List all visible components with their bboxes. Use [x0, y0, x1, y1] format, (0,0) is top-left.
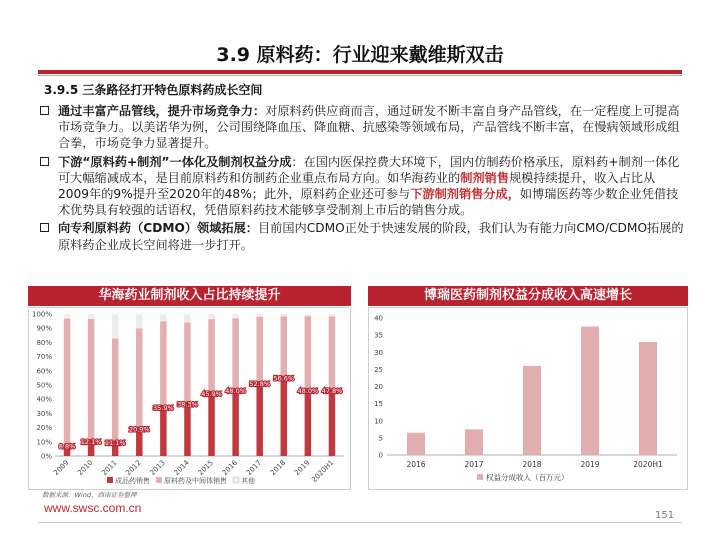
- legend-label: 其他: [241, 477, 255, 485]
- data-label: 38.3%: [177, 400, 198, 409]
- left-chart-title: 华海药业制剂收入占比持续提升: [28, 286, 351, 306]
- y-tick-label: 50%: [36, 381, 52, 390]
- bar-segment: [112, 339, 119, 441]
- title-divider-thin: [38, 75, 682, 76]
- bar-segment: [112, 314, 119, 339]
- bar-segment: [64, 314, 71, 319]
- y-tick-label: 30: [374, 348, 383, 357]
- bar-segment: [88, 314, 95, 319]
- y-tick-label: 80%: [36, 338, 52, 347]
- bar-segment: [305, 314, 312, 316]
- bullet-heading: 向专利原料药（CDMO）领域拓展：: [58, 221, 258, 236]
- y-tick-label: 5: [378, 434, 383, 443]
- bullet-heading: 通过丰富产品管线，提升市场竞争力：: [58, 104, 266, 118]
- y-tick-label: 20: [374, 383, 383, 391]
- x-tick-label: 2010: [76, 458, 95, 478]
- bar-segment: [208, 391, 215, 456]
- y-tick-label: 35: [374, 331, 383, 340]
- bar-segment: [281, 316, 288, 375]
- highlight-text: 制剂销售: [460, 170, 509, 185]
- square-bullet-icon: [40, 106, 49, 115]
- bar-segment: [88, 319, 95, 439]
- y-tick-label: 70%: [36, 353, 52, 362]
- y-tick-label: 20%: [36, 424, 52, 433]
- data-label: 8.8%: [58, 442, 76, 451]
- y-tick-label: 10: [374, 417, 383, 426]
- data-label: 48.0%: [297, 386, 319, 395]
- bar-segment: [184, 402, 191, 456]
- section-subheading: 3.9.5 三条路径打开特色原料药成长空间: [44, 83, 263, 97]
- x-tick-label: 2009: [52, 458, 71, 478]
- bar-segment: [160, 314, 167, 321]
- x-tick-label: 2012: [124, 458, 143, 478]
- y-tick-label: 0: [378, 451, 383, 460]
- bullet-text: 规模持续提升，收入占比从2009年的9%提升至2020年的48%；此外，原料药企业还可参与: [58, 170, 656, 202]
- bar-segment: [329, 316, 336, 388]
- x-tick-label: 2016: [220, 458, 240, 478]
- bullet-text: 目前国内CDMO正处于快速发展的阶段，我们认为有能力向CMO/CDMO拓展的原料药企业成长空间将进一步打开。: [58, 221, 684, 252]
- bullet-text: ：在国内医保控费大环境下，国内仿制药价格承压，原料药+制剂一体化可大幅缩减成本，是目前原料药和仿制药企业重点布局方向。如华海药业的: [58, 154, 680, 185]
- y-tick-label: 25: [374, 365, 383, 374]
- page-number: 151: [655, 510, 675, 521]
- bar: [639, 342, 657, 455]
- square-bullet-icon: [40, 223, 49, 232]
- bar-segment: [136, 328, 143, 426]
- data-label: 52.8%: [249, 380, 271, 389]
- bar-segment: [208, 314, 215, 319]
- bar-segment: [329, 314, 336, 316]
- x-tick-label: 2011: [100, 458, 119, 478]
- bullet-item-integration: [38, 154, 686, 219]
- bar-segment: [305, 388, 312, 456]
- x-tick-label: 2019: [580, 460, 600, 469]
- footer-divider: [38, 522, 682, 523]
- bar-segment: [281, 314, 288, 316]
- legend-swatch: [477, 474, 483, 480]
- data-label: 47.8%: [321, 387, 343, 396]
- bar-segment: [281, 376, 288, 456]
- bar-segment: [256, 381, 263, 456]
- x-tick-label: 2018: [268, 458, 288, 478]
- legend-label: 原料药及中间体销售: [164, 477, 227, 485]
- y-tick-label: 10%: [36, 438, 52, 447]
- bar-segment: [184, 323, 191, 402]
- legend-label: 成品药销售: [115, 477, 150, 485]
- x-tick-label: 2019: [293, 458, 312, 478]
- right-chart-title: 博瑞医药制剂权益分成收入高速增长: [368, 286, 688, 306]
- website-link[interactable]: www.swsc.com.cn: [44, 501, 142, 515]
- bar-segment: [232, 318, 239, 388]
- bullet-item-cdmo: [38, 220, 686, 252]
- bullet-list: [38, 103, 686, 255]
- x-tick-label: 2013: [148, 458, 167, 478]
- bar-segment: [256, 317, 263, 381]
- y-tick-label: 40%: [36, 395, 52, 404]
- page-title: 3.9 原料药：行业迎来戴维斯双击: [216, 44, 504, 66]
- bar: [523, 366, 541, 455]
- stacked-bar-chart: [29, 308, 350, 489]
- y-tick-label: 60%: [36, 367, 52, 376]
- square-bullet-icon: [40, 157, 49, 166]
- y-tick-label: 15: [374, 400, 383, 409]
- x-tick-label: 2020H1: [633, 460, 663, 469]
- y-tick-label: 40: [374, 314, 383, 323]
- x-tick-label: 2018: [522, 460, 542, 469]
- y-tick-label: 100%: [31, 310, 52, 319]
- legend-label: 权益分成收入（百万元）: [486, 473, 569, 482]
- bar-segment: [64, 319, 71, 444]
- x-tick-label: 2016: [406, 460, 426, 469]
- title-divider: [38, 70, 682, 74]
- bar-segment: [256, 314, 263, 317]
- x-tick-label: 2015: [196, 458, 215, 478]
- bar-segment: [208, 319, 215, 391]
- bar: [407, 433, 425, 455]
- data-label: 35.9%: [153, 404, 174, 413]
- bullet-heading: 下游“原料药+制剂”一体化及制剂权益分成: [58, 154, 292, 169]
- x-tick-label: 2014: [172, 458, 191, 478]
- data-label: 56.6%: [273, 374, 295, 383]
- bullet-text: 如博瑞医药等少数企业凭借技术优势具有较强的话语权，凭借原料药技术能够享受制剂上市后的销售分成。: [58, 187, 679, 218]
- y-tick-label: 30%: [36, 409, 52, 418]
- highlight-text: 下游制剂销售分成，: [410, 187, 520, 202]
- data-label: 45.9%: [201, 389, 222, 398]
- bullet-item-pipeline: [38, 103, 686, 152]
- bar: [465, 429, 483, 455]
- bar-segment: [305, 316, 312, 388]
- bar: [581, 327, 599, 455]
- bar-segment: [184, 314, 191, 323]
- legend-swatch: [156, 477, 162, 483]
- legend-swatch: [107, 477, 113, 483]
- bullet-text: 对原料药供应商而言，通过研发不断丰富自身产品管线，在一定程度上可提高市场竞争力。以美诺华为例，公司围绕降血压、降血糖、抗感染等领域布局，产品管线不断丰富，在慢病领域形成组合拳，市场竞争力显著提升。: [58, 104, 680, 151]
- bar-segment: [329, 388, 336, 456]
- data-label: 12.1%: [80, 437, 102, 446]
- bar-segment: [160, 405, 167, 456]
- y-tick-label: 0%: [40, 452, 52, 461]
- legend-swatch: [233, 477, 239, 483]
- left-chart-container: [28, 307, 351, 490]
- data-label: 20.9%: [128, 425, 150, 434]
- bar-chart: [369, 308, 687, 489]
- data-label: 11.1%: [104, 439, 126, 448]
- x-tick-label: 2020H1: [310, 458, 336, 484]
- bar-segment: [160, 321, 167, 405]
- right-chart-container: [368, 307, 688, 490]
- bar-segment: [232, 314, 239, 318]
- x-tick-label: 2017: [244, 458, 264, 478]
- data-label: 48.0%: [225, 386, 246, 395]
- data-source-note: 数据来源：Wind，西南证券整理: [42, 491, 137, 499]
- x-tick-label: 2017: [464, 460, 484, 469]
- bar-segment: [232, 388, 239, 456]
- bar-segment: [136, 314, 143, 328]
- y-tick-label: 90%: [36, 324, 52, 333]
